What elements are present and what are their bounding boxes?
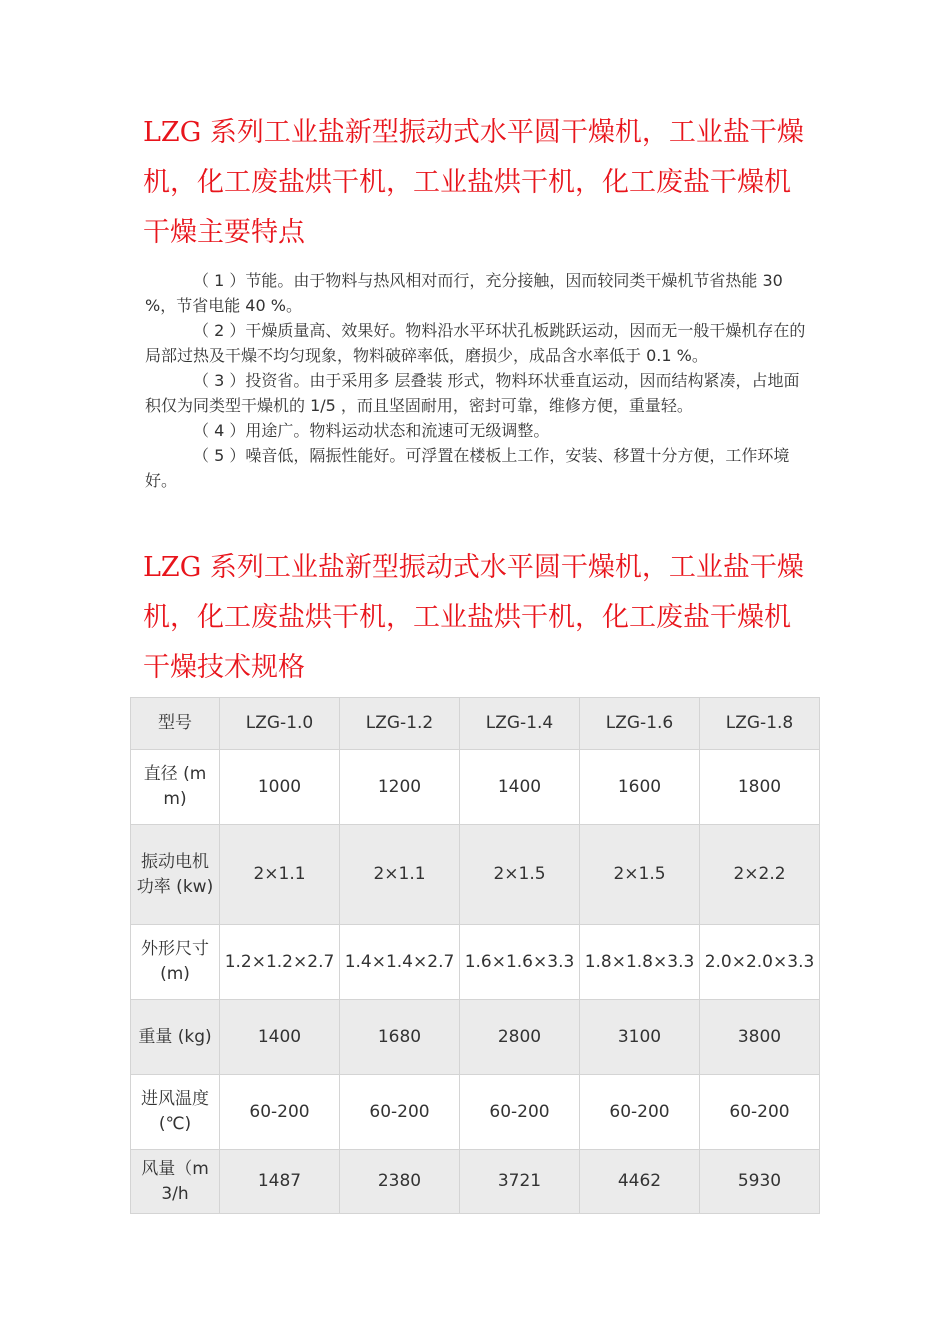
table-cell: 60-200: [220, 1075, 340, 1150]
header-cell: 型号: [131, 698, 220, 750]
table-cell: 1400: [220, 1000, 340, 1075]
table-cell: 1400: [460, 750, 580, 825]
table-cell: 3100: [580, 1000, 700, 1075]
table-cell: 2.0×2.0×3.3: [700, 925, 820, 1000]
table-cell: 1487: [220, 1150, 340, 1214]
feature-paragraph: （ 1 ）节能。由于物料与热风相对而行，充分接触，因而较同类干燥机节省热能 30 %，节省电能 40 %。: [145, 271, 783, 315]
table-row: [131, 750, 820, 825]
feature-paragraph: （ 5 ）噪音低，隔振性能好。可浮置在楼板上工作，安装、移置十分方便，工作环境好。: [145, 446, 790, 490]
table-cell: 60-200: [580, 1075, 700, 1150]
table-row: [131, 1000, 820, 1075]
table-cell: 1200: [340, 750, 460, 825]
table-header-row: [131, 698, 820, 750]
header-cell: LZG-1.2: [340, 698, 460, 750]
table-cell: 2800: [460, 1000, 580, 1075]
row-label: 外形尺寸(m): [131, 925, 220, 1000]
features-heading: LZG 系列工业盐新型振动式水平圆干燥机，工业盐干燥机，化工废盐烘干机，工业盐烘干机，化工废盐干燥机干燥主要特点: [143, 117, 804, 248]
table-cell: 3721: [460, 1150, 580, 1214]
feature-paragraph: （ 2 ）干燥质量高、效果好。物料沿水平环状孔板跳跃运动，因而无一般干燥机存在的局部过热及干燥不均匀现象，物料破碎率低，磨损少，成品含水率低于 0.1 %。: [145, 321, 806, 365]
row-label: 风量（m3/h: [131, 1150, 220, 1214]
table-cell: 2×1.5: [580, 825, 700, 925]
features-body: [145, 268, 813, 493]
table-cell: 1000: [220, 750, 340, 825]
table-cell: 1.6×1.6×3.3: [460, 925, 580, 1000]
table-cell: 2×1.1: [220, 825, 340, 925]
table-cell: 2×1.5: [460, 825, 580, 925]
row-label: 直径 (mm): [131, 750, 220, 825]
feature-paragraph: （ 4 ）用途广。物料运动状态和流速可无级调整。: [193, 421, 550, 440]
specs-heading: LZG 系列工业盐新型振动式水平圆干燥机，工业盐干燥机，化工废盐烘干机，工业盐烘干机，化工废盐干燥机干燥技术规格: [143, 552, 804, 683]
table-cell: 1.2×1.2×2.7: [220, 925, 340, 1000]
header-cell: LZG-1.0: [220, 698, 340, 750]
table-cell: 1680: [340, 1000, 460, 1075]
table-cell: 60-200: [700, 1075, 820, 1150]
table-row: [131, 925, 820, 1000]
table-cell: 1600: [580, 750, 700, 825]
table-cell: 3800: [700, 1000, 820, 1075]
table-cell: 1.8×1.8×3.3: [580, 925, 700, 1000]
table-cell: 4462: [580, 1150, 700, 1214]
row-label: 重量 (kg): [131, 1000, 220, 1075]
table-cell: 2380: [340, 1150, 460, 1214]
table-cell: 60-200: [460, 1075, 580, 1150]
row-label: 振动电机功率 (kw): [131, 825, 220, 925]
table-cell: 1800: [700, 750, 820, 825]
table-cell: 1.4×1.4×2.7: [340, 925, 460, 1000]
table-cell: 2×2.2: [700, 825, 820, 925]
feature-paragraph: （ 3 ）投资省。由于采用多 层叠装 形式，物料环状垂直运动，因而结构紧凑，占地面积仅为同类型干燥机的 1/5 ，而且坚固耐用，密封可靠，维修方便，重量轻。: [145, 371, 800, 415]
row-label: 进风温度 (℃): [131, 1075, 220, 1150]
header-cell: LZG-1.8: [700, 698, 820, 750]
table-cell: 5930: [700, 1150, 820, 1214]
header-cell: LZG-1.4: [460, 698, 580, 750]
spec-table: [130, 697, 820, 1214]
table-cell: 2×1.1: [340, 825, 460, 925]
header-cell: LZG-1.6: [580, 698, 700, 750]
table-row: [131, 1075, 820, 1150]
table-row: [131, 825, 820, 925]
table-row: [131, 1150, 820, 1214]
table-cell: 60-200: [340, 1075, 460, 1150]
